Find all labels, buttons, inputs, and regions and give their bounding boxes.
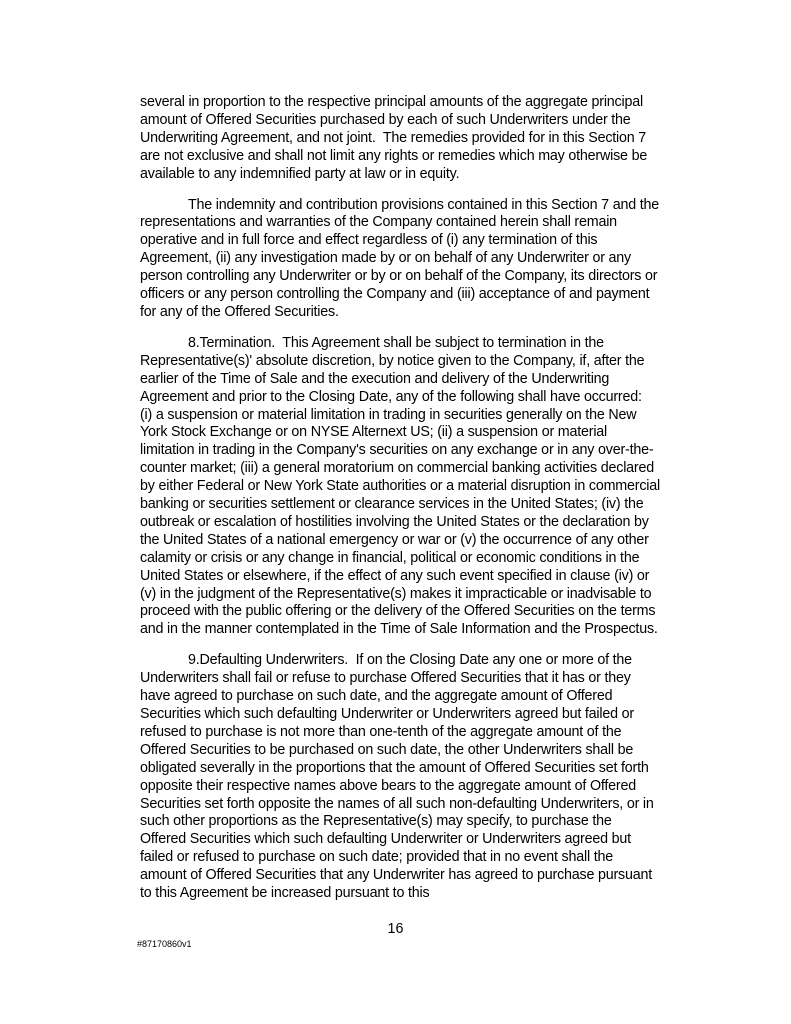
document-id-footer: #87170860v1	[137, 939, 192, 949]
paragraph-continuation-section7: several in proportion to the respective principal amounts of the aggregate principal amount of Offered Securities purchased by each of such Underwriters under the Underwriting Agreement, and not joint. The remedies provided for in this Section 7 are not exclusive and shall not limit any rights or remedies which may otherwise be available to any indemnified party at law or in equity.	[140, 94, 651, 182]
page-number: 16	[387, 921, 404, 937]
paragraph-section8-termination: 8.Termination. This Agreement shall be subject to termination in the Representative(s)' absolute discretion, by notice given to the Company, if, after the earlier of the Time of Sale and the execution and delivery of the Underwriting Agreement and prior to the Closing Date, any of the following shall have occurred: (i) a suspension or material limitation in trading in securities generally on the New York Stock Exchange or on NYSE Alternext US; (ii) a suspension or material limitation in trading in the Company's securities on any exchange or in any over-the-counter market; (iii) a general moratorium on commercial banking activities declared by either Federal or New York State authorities or a material disruption in commercial banking or securities settlement or clearance services in the United States; (iv) the outbreak or escalation of hostilities involving the United States or the declaration by the United States of a national emergency or war or (v) the occurrence of any other calamity or crisis or any change in financial, political or economic conditions in the United States or elsewhere, if the effect of any such event specified in clause (iv) or (v) in the judgment of the Representative(s) makes it impracticable or inadvisable to proceed with the public offering or the delivery of the Offered Securities on the terms and in the manner contemplated in the Time of Sale Information and the Prospectus.	[140, 334, 664, 638]
document-text-block	[140, 94, 664, 916]
paragraph-section9-defaulting-underwriters: 9.Defaulting Underwriters. If on the Closing Date any one or more of the Underwriters shall fail or refuse to purchase Offered Securities that it has or they have agreed to purchase on such date, and the aggregate amount of Offered Securities which such defaulting Underwriter or Underwriters agreed but failed or refused to purchase is not more than one-tenth of the aggregate amount of the Offered Securities to be purchased on such date, the other Underwriters shall be obligated severally in the proportions that the amount of Offered Securities set forth opposite their respective names above bears to the aggregate amount of Offered Securities set forth opposite the names of all such non-defaulting Underwriters, or in such other proportions as the Representative(s) may specify, to purchase the Offered Securities which such defaulting Underwriter or Underwriters agreed but failed or refused to purchase on such date; provided that in no event shall the amount of Offered Securities that any Underwriter has agreed to purchase pursuant to this Agreement be increased pursuant to this	[140, 652, 658, 902]
paragraph-section7-indemnity-survival: The indemnity and contribution provisions contained in this Section 7 and the representations and warranties of the Company contained herein shall remain operative and in full force and effect regardless of (i) any termination of this Agreement, (ii) any investigation made by or on behalf of any Underwriter or any person controlling any Underwriter or by or on behalf of the Company, its directors or officers or any person controlling the Company and (iii) acceptance of and payment for any of the Offered Securities.	[140, 196, 663, 320]
